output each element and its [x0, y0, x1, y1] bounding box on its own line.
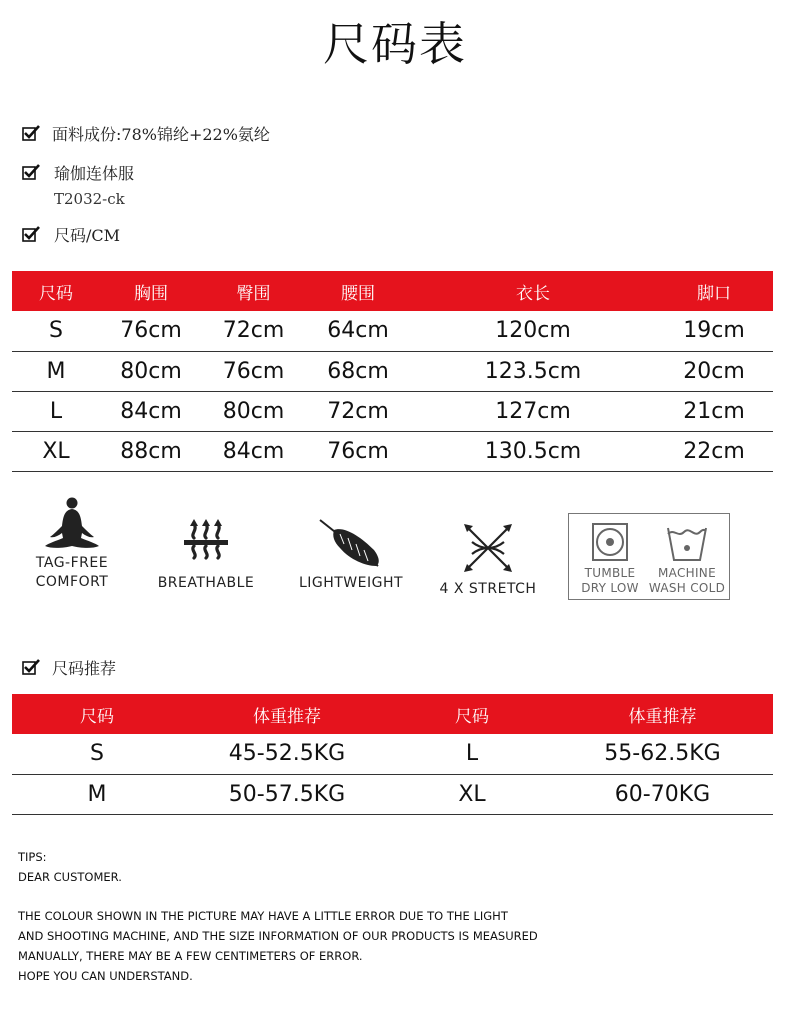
- product-code: T2032-ck: [54, 190, 125, 208]
- care-label: TUMBLE: [584, 566, 636, 580]
- wash-tub-icon: [665, 522, 709, 562]
- table-cell: 84cm: [100, 391, 202, 431]
- table-cell: 21cm: [655, 391, 773, 431]
- table-cell: 72cm: [305, 391, 411, 431]
- table-cell: 88cm: [100, 431, 202, 471]
- table-cell: 84cm: [202, 431, 305, 471]
- table-cell: L: [12, 391, 100, 431]
- table-cell: 80cm: [100, 351, 202, 391]
- unit-line: [22, 222, 120, 246]
- recommend-line: [22, 655, 116, 679]
- care-machine-wash: [647, 522, 727, 596]
- care-instructions-box: [568, 513, 730, 600]
- care-label: DRY LOW: [581, 581, 639, 595]
- table-cell: 22cm: [655, 431, 773, 471]
- tips-line: THE COLOUR SHOWN IN THE PICTURE MAY HAVE A LITTLE ERROR DUE TO THE LIGHT: [18, 909, 508, 923]
- table-row: [12, 431, 773, 471]
- care-label: MACHINE: [658, 566, 716, 580]
- table-cell: XL: [392, 774, 552, 814]
- header-size: 尺码: [12, 271, 100, 311]
- checkmark-icon: [22, 164, 40, 180]
- table-row: [12, 311, 773, 351]
- feather-icon: [316, 518, 386, 570]
- header-waist: 腰围: [305, 271, 411, 311]
- feature-breathable: [150, 518, 262, 593]
- table-cell: 76cm: [305, 431, 411, 471]
- header-bust: 胸围: [100, 271, 202, 311]
- care-tumble-dry: [575, 522, 645, 596]
- feature-stretch: [432, 520, 544, 599]
- table-cell: 50-57.5KG: [182, 774, 392, 814]
- tips-heading: TIPS:: [18, 850, 47, 864]
- checkmark-icon: [22, 659, 40, 675]
- table-cell: 130.5cm: [411, 431, 655, 471]
- table-cell: 76cm: [100, 311, 202, 351]
- table-header-row: [12, 694, 773, 734]
- table-cell: 123.5cm: [411, 351, 655, 391]
- care-label: WASH COLD: [648, 581, 726, 595]
- table-cell: L: [392, 734, 552, 774]
- page-title: 尺码表: [323, 17, 467, 71]
- table-cell: 68cm: [305, 351, 411, 391]
- checkmark-icon: [22, 125, 40, 141]
- tumble-dry-icon: [591, 522, 629, 562]
- table-cell: 45-52.5KG: [182, 734, 392, 774]
- table-cell: XL: [12, 431, 100, 471]
- feature-label: BREATHABLE: [157, 575, 255, 591]
- table-cell: M: [12, 774, 182, 814]
- table-cell: S: [12, 734, 182, 774]
- table-cell: 72cm: [202, 311, 305, 351]
- feature-label: TAG-FREE: [35, 555, 109, 571]
- table-row: [12, 391, 773, 431]
- table-cell: 60-70KG: [552, 774, 773, 814]
- table-cell: 120cm: [411, 311, 655, 351]
- table-row: [12, 734, 773, 774]
- heat-waves-icon: [176, 518, 236, 570]
- weight-recommend-table: [12, 694, 773, 815]
- table-cell: 19cm: [655, 311, 773, 351]
- table-row: [12, 774, 773, 814]
- feature-lightweight: [290, 518, 412, 593]
- table-row: [12, 351, 773, 391]
- tips-line: MANUALLY, THERE MAY BE A FEW CENTIMETERS OF ERROR.: [18, 949, 363, 963]
- size-chart-table: [12, 271, 773, 472]
- header-weight: 体重推荐: [182, 694, 392, 734]
- meditation-figure-icon: [42, 496, 102, 554]
- feature-label: LIGHTWEIGHT: [298, 575, 404, 591]
- header-hip: 臀围: [202, 271, 305, 311]
- feature-label: 4 X STRETCH: [439, 581, 537, 597]
- header-length: 衣长: [411, 271, 655, 311]
- table-cell: 76cm: [202, 351, 305, 391]
- header-weight: 体重推荐: [552, 694, 773, 734]
- table-cell: 55-62.5KG: [552, 734, 773, 774]
- tips-line: HOPE YOU CAN UNDERSTAND.: [18, 969, 193, 983]
- feature-label: COMFORT: [35, 574, 109, 590]
- product-name: 瑜伽连体服: [54, 163, 135, 183]
- feature-tag-free: [28, 496, 116, 592]
- stretch-arrows-icon: [458, 520, 518, 576]
- fabric-line: [22, 121, 270, 145]
- table-cell: 127cm: [411, 391, 655, 431]
- tips-greeting: DEAR CUSTOMER.: [18, 870, 122, 884]
- header-size: 尺码: [392, 694, 552, 734]
- header-hem: 脚口: [655, 271, 773, 311]
- header-size: 尺码: [12, 694, 182, 734]
- table-cell: 80cm: [202, 391, 305, 431]
- table-cell: S: [12, 311, 100, 351]
- product-name-line: [22, 160, 134, 184]
- tips-line: AND SHOOTING MACHINE, AND THE SIZE INFORMATION OF OUR PRODUCTS IS MEASURED: [18, 929, 538, 943]
- table-cell: 64cm: [305, 311, 411, 351]
- checkmark-icon: [22, 226, 40, 242]
- table-header-row: [12, 271, 773, 311]
- table-cell: 20cm: [655, 351, 773, 391]
- fabric-composition: 面料成份:78%锦纶+22%氨纶: [52, 124, 270, 144]
- table-cell: M: [12, 351, 100, 391]
- size-recommend-label: 尺码推荐: [52, 658, 117, 678]
- size-unit: 尺码/CM: [54, 225, 121, 245]
